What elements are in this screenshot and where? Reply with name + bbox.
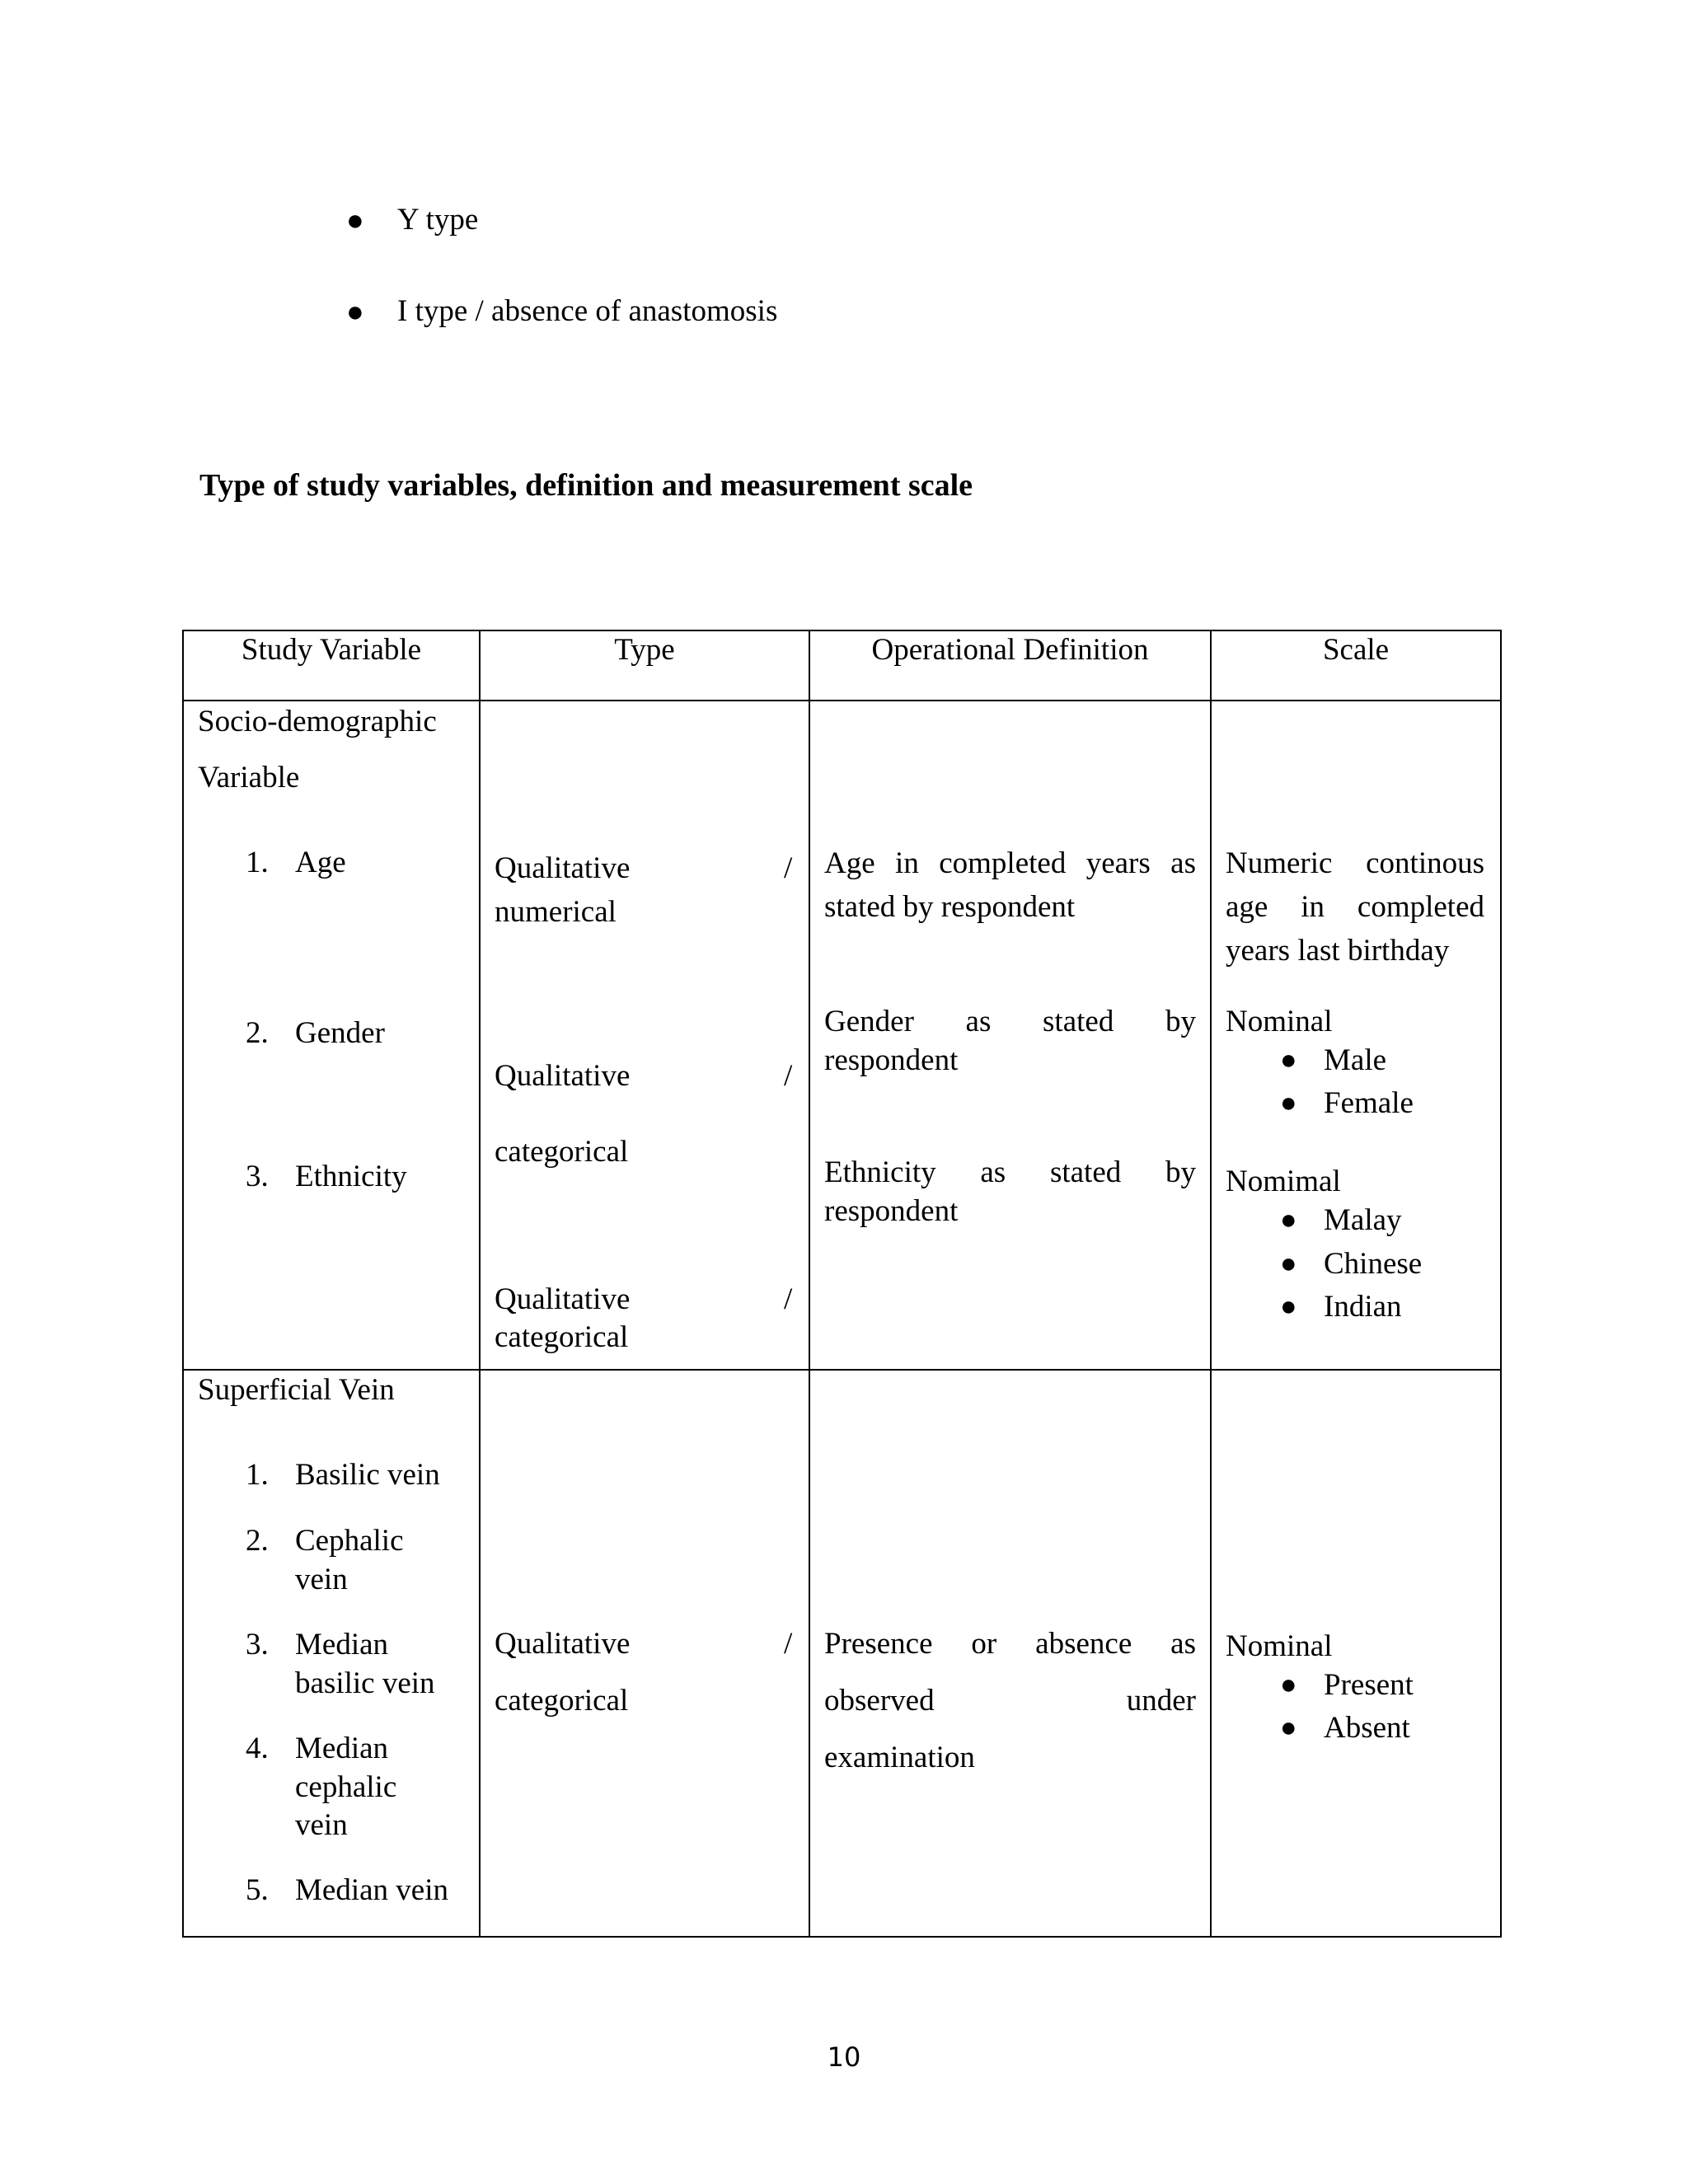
bullet-icon: ● xyxy=(1280,1712,1297,1743)
vein-label: Median xyxy=(295,1628,389,1661)
bullet-icon: ● xyxy=(1280,1044,1297,1076)
scale-option: ● Present xyxy=(1280,1668,1414,1702)
scale-option: ● Chinese xyxy=(1280,1247,1423,1281)
vein-label: cephalic xyxy=(295,1770,397,1804)
table-header-study-variable: Study Variable xyxy=(241,633,422,667)
table-header-scale: Scale xyxy=(1322,633,1390,667)
vein-label: Basilic vein xyxy=(295,1458,440,1492)
definition-text: Age in completed years as xyxy=(824,846,1196,880)
list-number: 3. xyxy=(246,1628,269,1661)
type-text: Qualitative xyxy=(495,851,631,885)
vein-label: Cephalic xyxy=(295,1524,404,1558)
definition-text: stated by respondent xyxy=(824,890,1076,924)
variable-ethnicity: Ethnicity xyxy=(295,1160,407,1193)
list-number: 4. xyxy=(246,1732,269,1765)
scale-option: ● Male xyxy=(1280,1043,1387,1077)
list-number: 3. xyxy=(246,1160,269,1193)
type-slash: / xyxy=(784,1059,793,1093)
list-number: 1. xyxy=(246,846,269,879)
type-text: categorical xyxy=(495,1320,629,1354)
definition-text: respondent xyxy=(824,1194,959,1228)
variable-gender: Gender xyxy=(295,1016,385,1050)
section-title-line: Socio-demographic xyxy=(198,705,437,738)
definition-text: respondent xyxy=(824,1043,959,1077)
table-divider xyxy=(182,1369,1502,1371)
vein-label: vein xyxy=(295,1808,348,1842)
table-divider xyxy=(809,630,810,1938)
type-text: Qualitative xyxy=(495,1282,631,1316)
type-text: Qualitative xyxy=(495,1627,631,1661)
scale-text: age in completed xyxy=(1226,890,1484,924)
table-header-operational-definition: Operational Definition xyxy=(871,633,1149,667)
scale-text: years last birthday xyxy=(1226,934,1450,968)
vein-label: Median vein xyxy=(295,1873,448,1907)
scale-title: Nominal xyxy=(1226,1629,1333,1663)
definition-text: observed under xyxy=(824,1684,1196,1718)
table-header-type: Type xyxy=(614,633,675,667)
type-text: categorical xyxy=(495,1135,629,1169)
intro-bullet-item xyxy=(346,201,478,239)
section-title-line: Variable xyxy=(198,761,300,794)
definition-text: examination xyxy=(824,1741,975,1774)
scale-option: ● Indian xyxy=(1280,1290,1402,1324)
intro-bullet-text: Y type xyxy=(397,203,479,237)
type-text: categorical xyxy=(495,1684,629,1718)
definition-text: Ethnicity as stated by xyxy=(824,1155,1196,1189)
definition-text: Presence or absence as xyxy=(824,1627,1196,1661)
table-divider xyxy=(479,630,481,1938)
vein-label: vein xyxy=(295,1563,348,1596)
vein-label: basilic vein xyxy=(295,1666,435,1700)
list-number: 5. xyxy=(246,1873,269,1907)
list-number: 1. xyxy=(246,1458,269,1492)
section-heading: Type of study variables, definition and measurement scale xyxy=(199,468,973,503)
table-divider xyxy=(182,700,1502,701)
scale-option: ● Malay xyxy=(1280,1203,1402,1237)
page-number: 10 xyxy=(827,2041,861,2073)
intro-bullet-text: I type / absence of anastomosis xyxy=(397,294,778,328)
bullet-icon: ● xyxy=(1280,1291,1297,1322)
bullet-icon: ● xyxy=(346,203,364,237)
variable-age: Age xyxy=(295,846,346,879)
definition-text: Gender as stated by xyxy=(824,1005,1196,1038)
bullet-icon: ● xyxy=(1280,1669,1297,1700)
bullet-icon: ● xyxy=(1280,1204,1297,1235)
scale-title: Nomimal xyxy=(1226,1165,1341,1198)
scale-text: Numeric continous xyxy=(1226,846,1484,880)
type-slash: / xyxy=(784,1627,793,1661)
intro-bullet-item xyxy=(346,293,777,330)
scale-title: Nominal xyxy=(1226,1005,1333,1038)
vein-label: Median xyxy=(295,1732,389,1765)
bullet-icon: ● xyxy=(1280,1087,1297,1118)
type-text: numerical xyxy=(495,895,617,929)
scale-option: ● Absent xyxy=(1280,1711,1410,1745)
list-number: 2. xyxy=(246,1016,269,1050)
section-title: Superficial Vein xyxy=(198,1373,395,1407)
table-divider xyxy=(1210,630,1212,1938)
scale-option: ● Female xyxy=(1280,1086,1414,1120)
list-number: 2. xyxy=(246,1524,269,1558)
bullet-icon: ● xyxy=(346,294,364,328)
type-slash: / xyxy=(784,851,793,885)
bullet-icon: ● xyxy=(1280,1248,1297,1279)
type-text: Qualitative xyxy=(495,1059,631,1093)
type-slash: / xyxy=(784,1282,793,1316)
